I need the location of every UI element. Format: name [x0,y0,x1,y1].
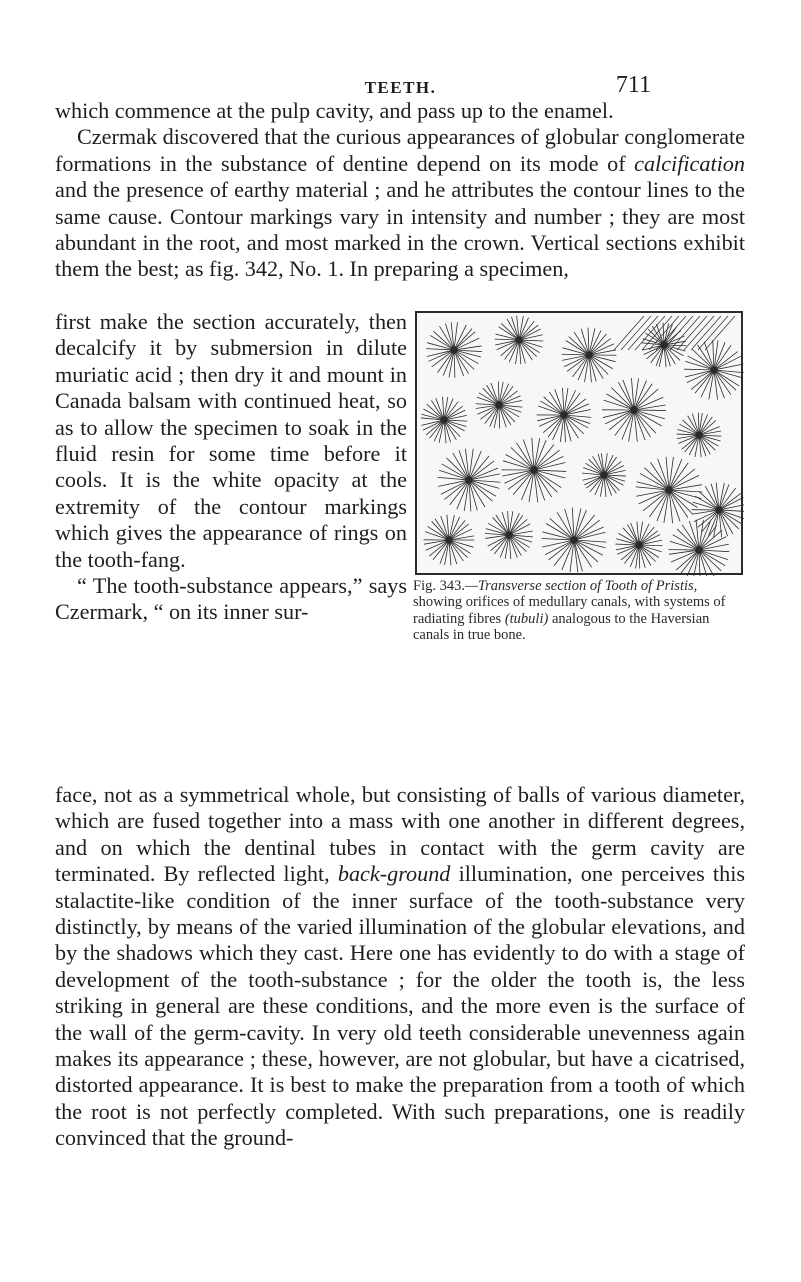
paragraph-2: Czermak discovered that the curious appearances of globular conglomerate formations in the substance of dentine depend on its mode of calcification and the presence of earthy material ; and he attributes the contour lines to the same cause. Contour markings vary in intensity and number ; they are most abundant in the root, and most marked in the crown. Vertical sections exhibit them the best; as fig. 342, No. 1. In preparing a specimen, [55,124,745,282]
figure-343 [413,310,748,644]
figure-number: Fig. 343. [413,578,465,594]
paragraph-2-continued: first make the section accurately, then decalcify it by submersion in dilute muriatic acid ; then dry it and mount in Canada balsam with continued heat, so as to allow the specimen to soak in the fluid resin for some time before it cools. It is the white opacity at the extremity of the contour markings which gives the appearance of rings on the tooth-fang. [55,309,407,572]
figure-title: —Transverse section of Tooth of Pristis, [464,578,698,594]
paragraph-1: which commence at the pulp cavity, and pass up to the enamel. [55,98,614,123]
tooth-section-engraving [414,310,744,576]
text-block-beside-figure [55,309,407,626]
caption-tubuli: (tubuli) [504,610,549,627]
emphasis-calcification: calcification [634,150,745,176]
emphasis-back-ground: back-ground [337,861,451,887]
figure-caption: Fig. 343.—Transverse section of Tooth of Pristis, showing orifices of medullary canals, with systems of radiating fibres (tubuli) analogous to the Haversian canals in true bone. [413,578,726,644]
text-block-top [55,98,745,283]
page-number: 711 [615,72,651,98]
paragraph-3-start: “ The tooth-substance appears,” says Czermark, “ on its inner sur- [55,573,407,625]
text-block-bottom [55,782,745,1152]
running-title: TEETH. [364,78,437,97]
paragraph-3-continued: face, not as a symmetrical whole, but consisting of balls of various diameter, which are fused together into a mass with one another in different degrees, and on which the dentinal tubes in contact with the germ cavity are terminated. By reflected light, back-ground illumination, one perceives this stalactite-like condition of the inner surface of the tooth-substance very distinctly, by means of the varied illumination of the globular elevations, and by the shadows which they cast. Here one has evidently to do with a stage of development of the tooth-substance ; for the older the tooth is, the less striking in general are these conditions, and the more even is the surface of the wall of the germ-cavity. In very old teeth considerable unevenness again makes its appearance ; these, however, are not globular, but have a cicatrised, distorted appearance. It is best to make the preparation from a tooth of which the root is not perfectly completed. With such preparations, one is readily convinced that the ground- [55,782,745,1151]
